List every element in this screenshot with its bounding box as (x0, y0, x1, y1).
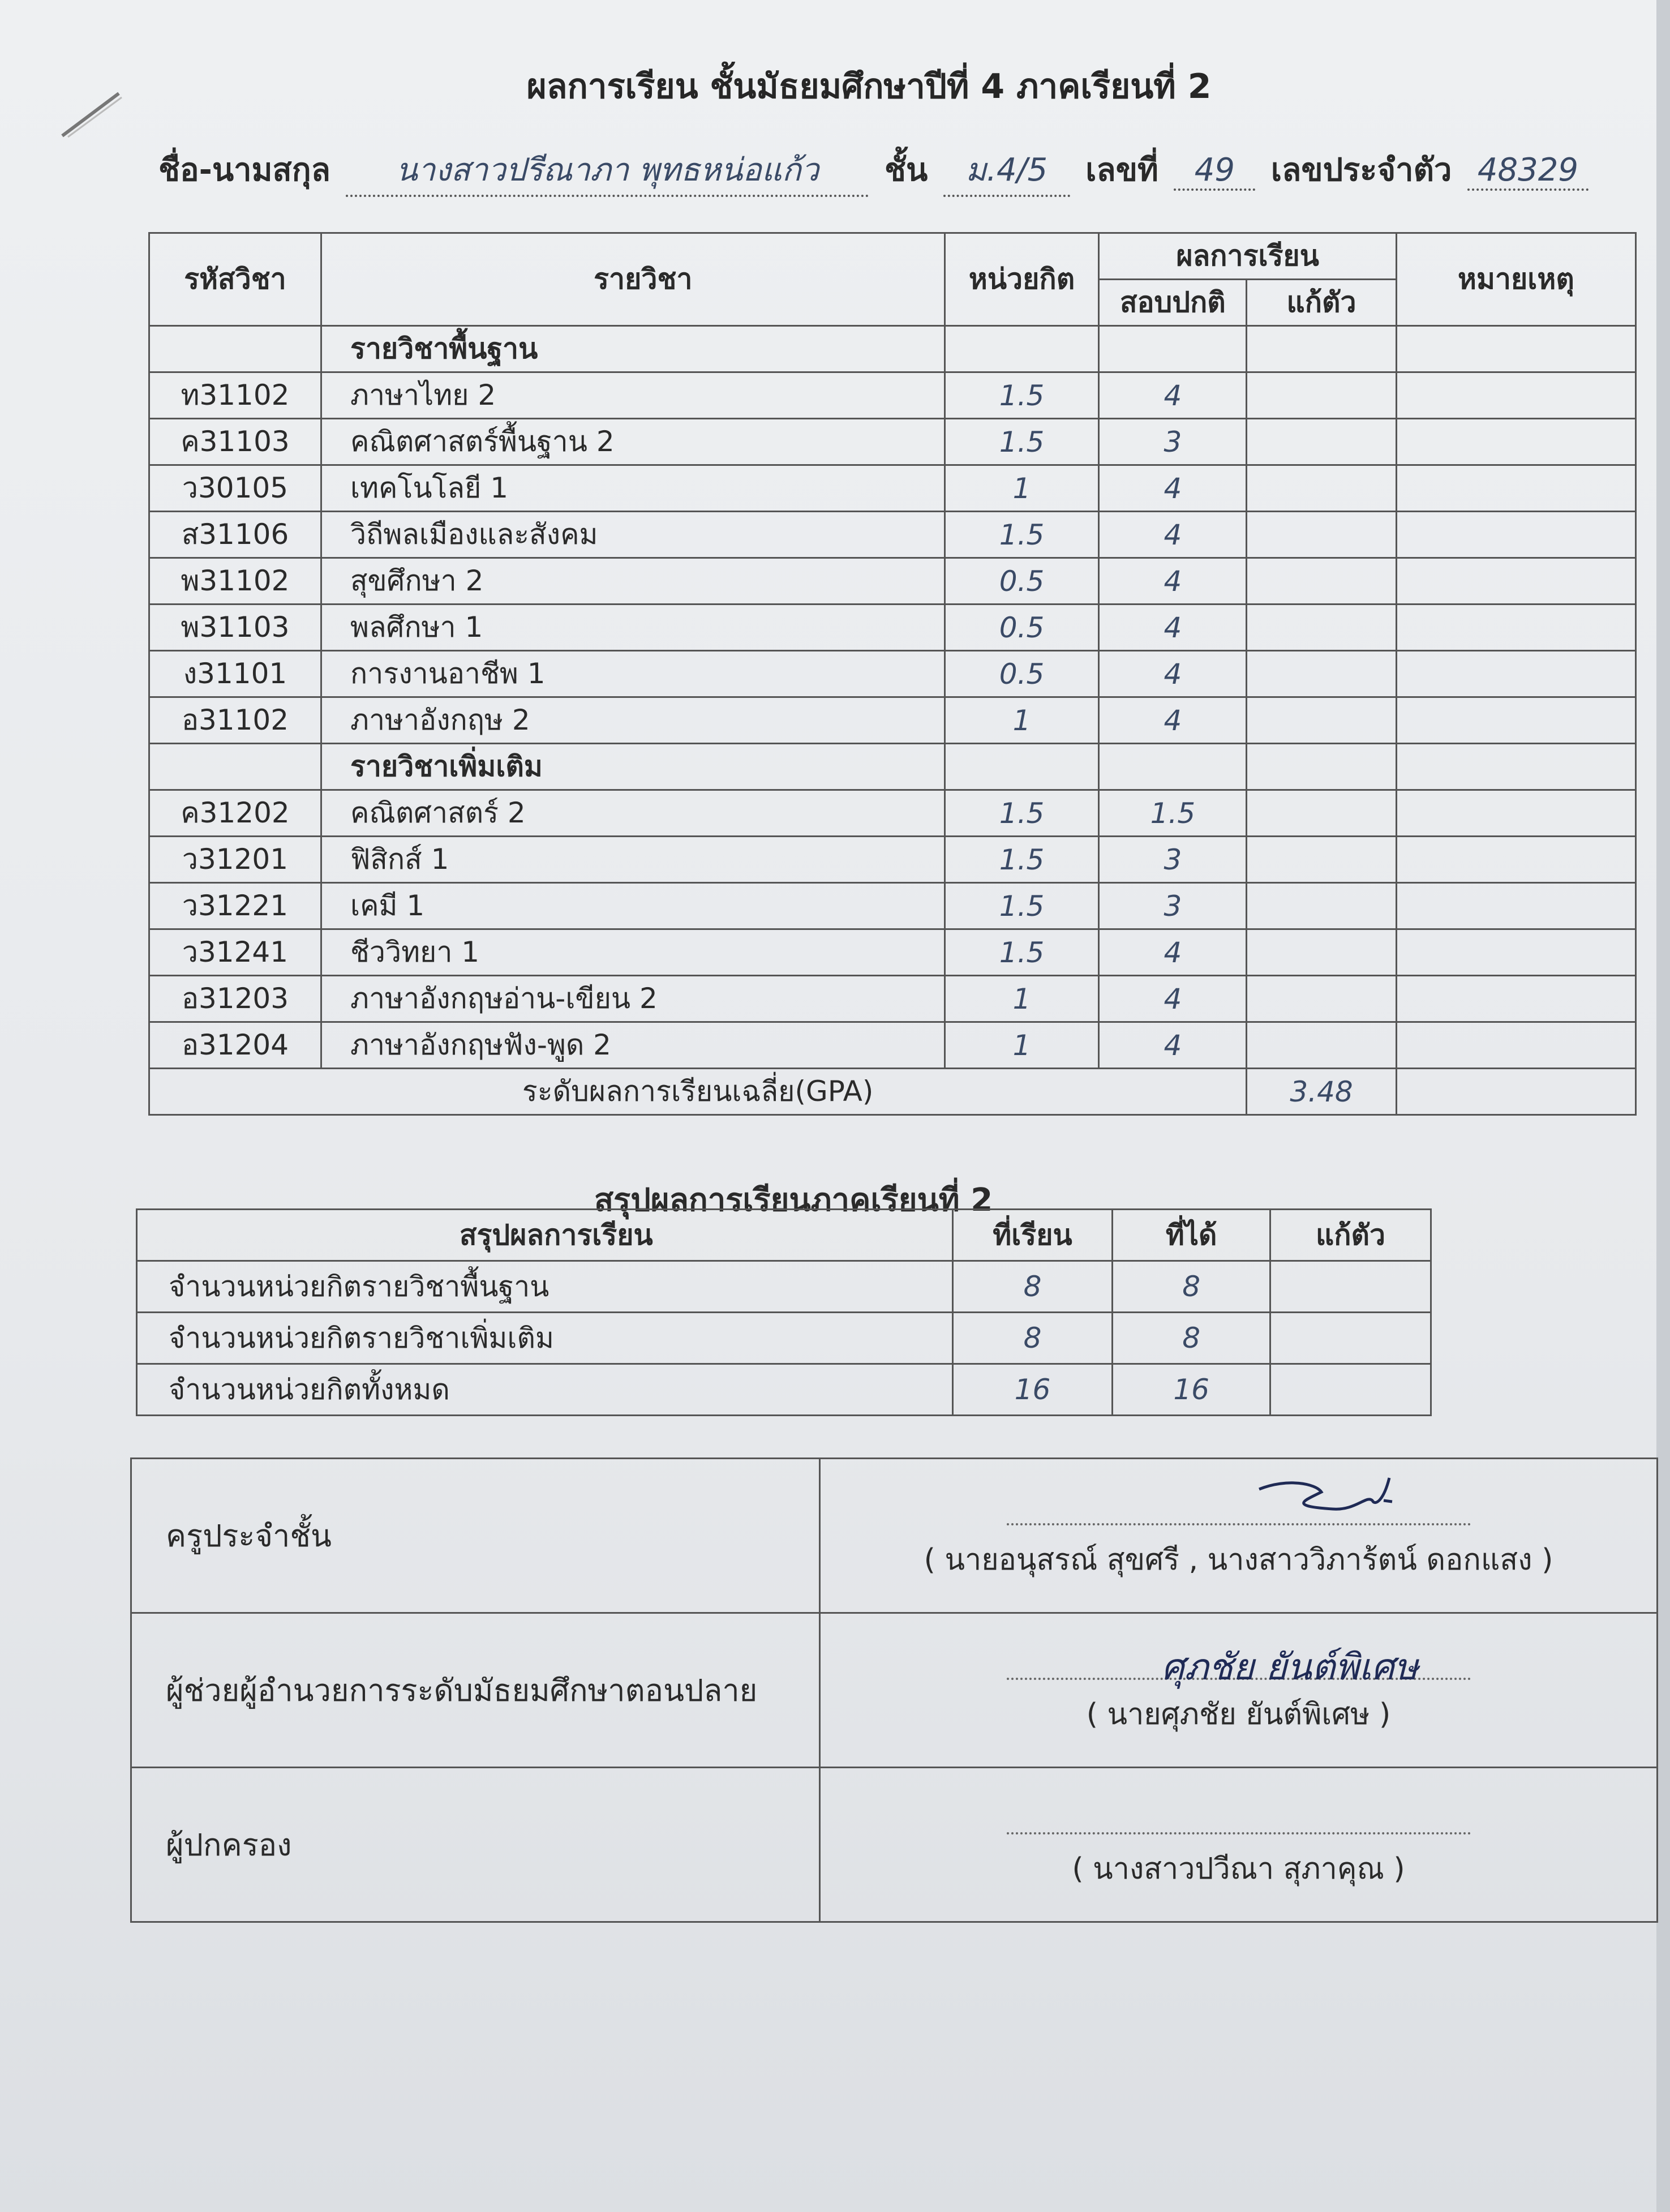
subject-name: เทคโนโลยี 1 (321, 465, 945, 512)
subject-code: ส31106 (149, 512, 321, 558)
subject-name: ภาษาอังกฤษฟัง-พูด 2 (321, 1022, 945, 1069)
subject-code: อ31102 (149, 697, 321, 744)
gpa-value: 3.48 (1247, 1069, 1397, 1115)
student-number: 49 (1174, 152, 1255, 191)
gpa-label: ระดับผลการเรียนเฉลี่ย(GPA) (149, 1069, 1247, 1115)
summary-header-earned: ที่ได้ (1113, 1210, 1270, 1261)
grade: 1.5 (1099, 790, 1247, 837)
signature-row (131, 1459, 1658, 1613)
credit: 1.5 (945, 512, 1099, 558)
table-row (149, 651, 1636, 697)
subject-code: ง31101 (149, 651, 321, 697)
summary-earned: 8 (1113, 1261, 1270, 1313)
table-row (149, 372, 1636, 419)
grade: 4 (1099, 651, 1247, 697)
subject-code: ว30105 (149, 465, 321, 512)
credit: 1 (945, 976, 1099, 1022)
summary-table (136, 1208, 1432, 1416)
subject-code: ว31221 (149, 883, 321, 929)
signature-line (1007, 1489, 1471, 1525)
summary-label: จำนวนหน่วยกิตรายวิชาพื้นฐาน (137, 1261, 953, 1313)
subject-name: คณิตศาสตร์ 2 (321, 790, 945, 837)
student-info (158, 144, 1593, 197)
signature-role: ผู้ช่วยผู้อำนวยการระดับมัธยมศึกษาตอนปลาย (131, 1613, 820, 1768)
grades-table (148, 232, 1637, 1116)
table-row (149, 1022, 1636, 1069)
student-class: ม.4/5 (943, 144, 1070, 197)
header-subject: รายวิชา (321, 233, 945, 326)
header-note: หมายเหตุ (1396, 233, 1635, 326)
summary-enrolled: 16 (952, 1364, 1113, 1416)
subject-code: ท31102 (149, 372, 321, 419)
subject-name: เคมี 1 (321, 883, 945, 929)
section-basic: รายวิชาพื้นฐาน (321, 326, 945, 372)
subject-name: การงานอาชีพ 1 (321, 651, 945, 697)
paper-edge (1656, 0, 1670, 2212)
page-title: ผลการเรียน ชั้นมัธยมศึกษาปีที่ 4 ภาคเรียนที่ 2 (526, 67, 1212, 106)
signature-role: ครูประจำชั้น (131, 1459, 820, 1613)
subject-name: สุขศึกษา 2 (321, 558, 945, 605)
table-row (149, 790, 1636, 837)
subject-code: ค31103 (149, 419, 321, 465)
name-label: ชื่อ-นามสกุล (158, 152, 330, 188)
summary-label: จำนวนหน่วยกิตรายวิชาเพิ่มเติม (137, 1313, 953, 1364)
subject-name: ภาษาไทย 2 (321, 372, 945, 419)
grade: 4 (1099, 929, 1247, 976)
table-row (149, 512, 1636, 558)
credit: 1.5 (945, 929, 1099, 976)
signer-name: ( นางสาวปวีณา สุภาคุณ ) (1072, 1851, 1405, 1886)
summary-header-row (137, 1210, 1431, 1261)
header-normal: สอบปกติ (1099, 280, 1247, 326)
table-row (149, 558, 1636, 605)
signature-row (131, 1768, 1658, 1922)
summary-enrolled: 8 (952, 1313, 1113, 1364)
subject-code: อ31203 (149, 976, 321, 1022)
table-row (137, 1364, 1431, 1416)
credit: 1 (945, 465, 1099, 512)
signature-line (1007, 1798, 1471, 1834)
header-credit: หน่วยกิต (945, 233, 1099, 326)
summary-header-retake: แก้ตัว (1270, 1210, 1431, 1261)
grades-header-row (149, 233, 1636, 280)
grade: 4 (1099, 465, 1247, 512)
table-row (149, 697, 1636, 744)
credit: 1.5 (945, 837, 1099, 883)
subject-code: ค31202 (149, 790, 321, 837)
table-row (149, 837, 1636, 883)
section-row (149, 744, 1636, 790)
signature-role: ผู้ปกครอง (131, 1768, 820, 1922)
section-additional: รายวิชาเพิ่มเติม (321, 744, 945, 790)
grade: 3 (1099, 883, 1247, 929)
header-code: รหัสวิชา (149, 233, 321, 326)
table-row (149, 976, 1636, 1022)
summary-label: จำนวนหน่วยกิตทั้งหมด (137, 1364, 953, 1416)
section-row (149, 326, 1636, 372)
summary-earned: 16 (1113, 1364, 1270, 1416)
subject-code: อ31204 (149, 1022, 321, 1069)
gpa-row (149, 1069, 1636, 1115)
grade: 3 (1099, 419, 1247, 465)
subject-name: ภาษาอังกฤษอ่าน-เขียน 2 (321, 976, 945, 1022)
table-row (149, 465, 1636, 512)
subject-name: ชีววิทยา 1 (321, 929, 945, 976)
table-row (149, 929, 1636, 976)
subject-name: คณิตศาสตร์พื้นฐาน 2 (321, 419, 945, 465)
header-result: ผลการเรียน (1099, 233, 1396, 280)
credit: 1 (945, 1022, 1099, 1069)
table-row (149, 605, 1636, 651)
subject-name: ฟิสิกส์ 1 (321, 837, 945, 883)
credit: 1.5 (945, 883, 1099, 929)
number-label: เลขที่ (1085, 152, 1158, 188)
grade: 4 (1099, 372, 1247, 419)
signature-line (1007, 1644, 1471, 1688)
grade: 4 (1099, 1022, 1247, 1069)
grade: 3 (1099, 837, 1247, 883)
class-label: ชั้น (884, 152, 928, 188)
subject-name: ภาษาอังกฤษ 2 (321, 697, 945, 744)
credit: 0.5 (945, 605, 1099, 651)
credit: 1.5 (945, 419, 1099, 465)
signature-table (130, 1457, 1658, 1923)
credit: 1.5 (945, 790, 1099, 837)
summary-earned: 8 (1113, 1313, 1270, 1364)
student-name: นางสาวปรีณาภา พุทธหน่อแก้ว (346, 144, 869, 197)
grade: 4 (1099, 697, 1247, 744)
credit: 1 (945, 697, 1099, 744)
summary-title: สรุปผลการเรียนภาคเรียนที่ 2 (594, 1182, 993, 1219)
summary-header-label: สรุปผลการเรียน (137, 1210, 953, 1261)
signer-name: ( นายศุภชัย ยันต์พิเศษ ) (1086, 1697, 1391, 1731)
subject-code: ว31241 (149, 929, 321, 976)
table-row (149, 419, 1636, 465)
signer-name: ( นายอนุสรณ์ สุขศรี , นางสาววิภาร้ตน์ ดอกแสง ) (924, 1542, 1553, 1577)
signature-row (131, 1613, 1658, 1768)
subject-code: พ31102 (149, 558, 321, 605)
student-id: 48329 (1467, 152, 1589, 191)
header-retake: แก้ตัว (1247, 280, 1397, 326)
credit: 0.5 (945, 558, 1099, 605)
table-row (137, 1313, 1431, 1364)
table-row (149, 883, 1636, 929)
table-row (137, 1261, 1431, 1313)
subject-code: พ31103 (149, 605, 321, 651)
credit: 0.5 (945, 651, 1099, 697)
summary-header-enrolled: ที่เรียน (952, 1210, 1113, 1261)
signature-box (820, 1459, 1658, 1613)
subject-code: ว31201 (149, 837, 321, 883)
grade: 4 (1099, 512, 1247, 558)
signature-box (820, 1613, 1658, 1768)
grade: 4 (1099, 976, 1247, 1022)
signature-mark (1253, 1467, 1401, 1529)
signature-box (820, 1768, 1658, 1922)
grade: 4 (1099, 558, 1247, 605)
id-label: เลขประจำตัว (1270, 152, 1452, 188)
subject-name: วิถีพลเมืองและสังคม (321, 512, 945, 558)
subject-name: พลศึกษา 1 (321, 605, 945, 651)
handwritten-signature: ศุภชัย ยันต์พิเศษ (1161, 1646, 1419, 1688)
summary-enrolled: 8 (952, 1261, 1113, 1313)
credit: 1.5 (945, 372, 1099, 419)
grade: 4 (1099, 605, 1247, 651)
